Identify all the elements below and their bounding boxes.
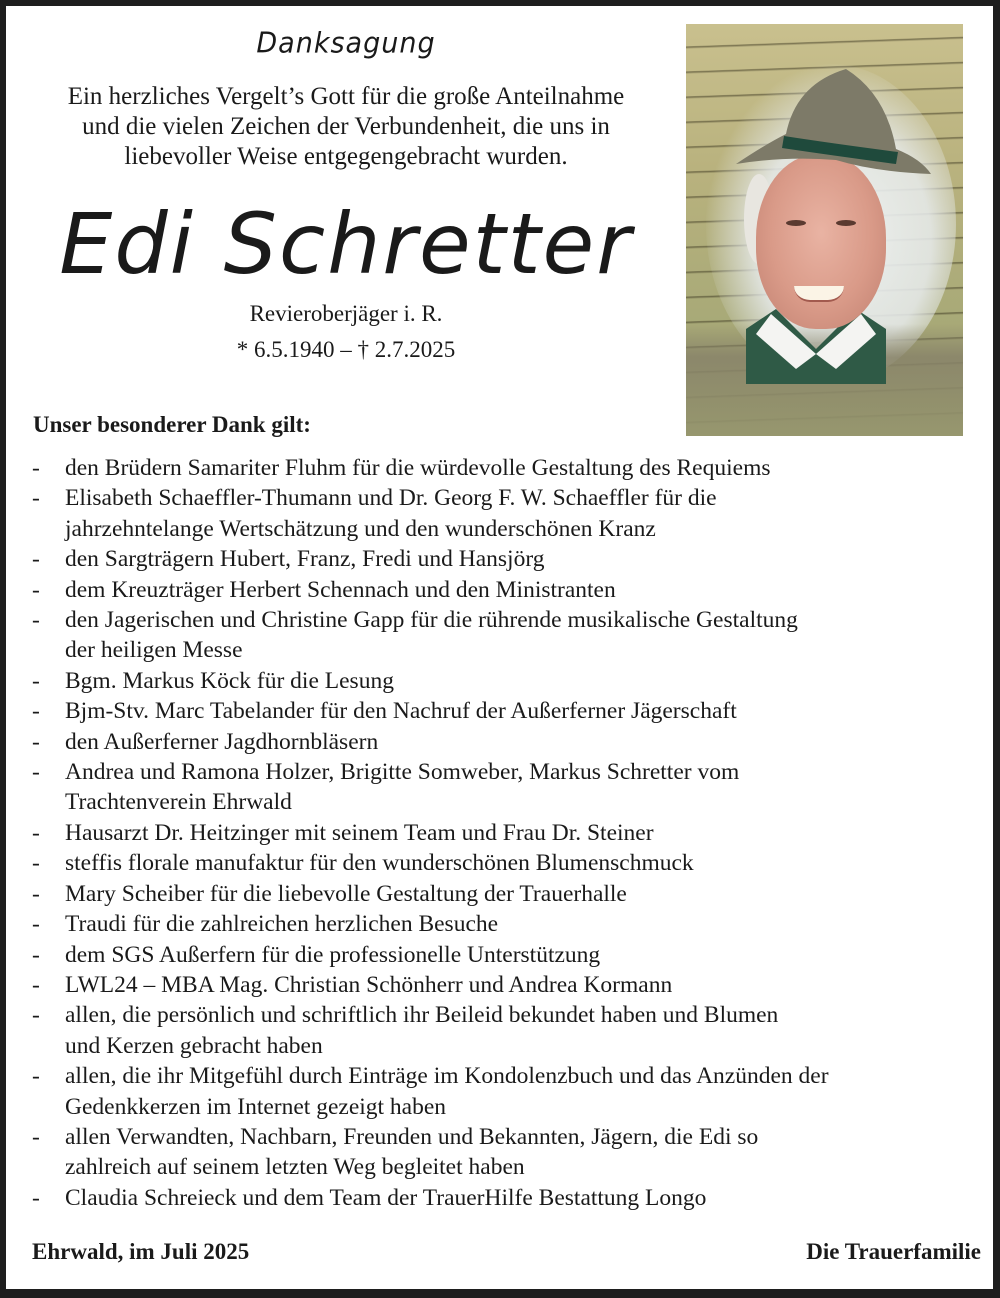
- thanks-item-line: und Kerzen gebracht haben: [65, 1032, 323, 1059]
- thanks-item: [28, 757, 968, 818]
- thanks-item: [28, 453, 968, 483]
- thanks-item: [28, 727, 968, 757]
- bullet-dash: -: [32, 911, 40, 938]
- thanks-item-line: dem SGS Außerfern für die professionelle Unterstützung: [65, 941, 601, 968]
- thanks-item: [28, 848, 968, 878]
- thanks-item-line: Bjm-Stv. Marc Tabelander für den Nachruf der Außerferner Jägerschaft: [65, 698, 737, 725]
- thanks-item-line: den Jagerischen und Christine Gapp für die rührende musikalische Gestaltung: [65, 607, 798, 634]
- thanks-item-line: Hausarzt Dr. Heitzinger mit seinem Team und Frau Dr. Steiner: [65, 819, 654, 846]
- bullet-dash: -: [32, 455, 40, 481]
- thanks-item-line: allen Verwandten, Nachbarn, Freunden und Bekannten, Jägern, die Edi so: [65, 1123, 759, 1150]
- thanks-item-line: Bgm. Markus Köck für die Lesung: [65, 667, 394, 694]
- bullet-dash: -: [32, 667, 40, 694]
- intro-text: [6, 82, 686, 172]
- thanks-item-line: den Brüdern Samariter Fluhm für die würdevolle Gestaltung des Requiems: [65, 455, 771, 481]
- thanks-item: [28, 575, 968, 605]
- bullet-dash: -: [32, 1063, 40, 1090]
- thanks-item-line: den Außerferner Jagdhornbläsern: [65, 728, 379, 755]
- bullet-dash: -: [32, 880, 40, 907]
- thanks-item-line: den Sargträgern Hubert, Franz, Fredi und Hansjörg: [65, 546, 545, 573]
- thanks-item: [28, 970, 968, 1000]
- hunter-hat-graphic: [726, 64, 936, 184]
- intro-line: Ein herzliches Vergelt’s Gott für die große Anteilnahme: [67, 83, 625, 110]
- thanks-item-line: der heiligen Messe: [65, 637, 243, 664]
- thanks-item: [28, 666, 968, 696]
- thanks-item: [28, 544, 968, 574]
- deceased-title: Revieroberjäger i. R.: [249, 301, 443, 326]
- bullet-dash: -: [32, 941, 40, 968]
- bullet-dash: -: [32, 1184, 40, 1211]
- thanks-item-line: allen, die ihr Mitgefühl durch Einträge im Kondolenzbuch und das Anzünden der: [65, 1063, 829, 1090]
- thanks-list: [28, 453, 968, 1213]
- bullet-dash: -: [32, 698, 40, 725]
- place-date: Ehrwald, im Juli 2025: [32, 1239, 250, 1264]
- bullet-dash: -: [32, 850, 40, 877]
- bullet-dash: -: [32, 576, 40, 603]
- thanks-item-line: Andrea und Ramona Holzer, Brigitte Somweber, Markus Schretter vom: [65, 759, 740, 786]
- photo-eye-left: [786, 220, 806, 226]
- thanks-item-line: steffis florale manufaktur für den wunderschönen Blumenschmuck: [65, 850, 694, 877]
- thanks-item: [28, 696, 968, 726]
- heading: Danksagung: [256, 27, 436, 60]
- bullet-dash: -: [32, 759, 40, 786]
- bullet-dash: -: [32, 607, 40, 634]
- intro-line: und die vielen Zeichen der Verbundenheit, die uns in: [82, 113, 610, 140]
- thanks-item: [28, 483, 968, 544]
- thanks-item-line: jahrzehntelange Wertschätzung und den wunderschönen Kranz: [65, 515, 656, 542]
- bullet-dash: -: [32, 971, 40, 998]
- bullet-dash: -: [32, 1002, 40, 1029]
- life-dates: * 6.5.1940 – † 2.7.2025: [236, 337, 456, 362]
- thanks-item: [28, 818, 968, 848]
- bullet-dash: -: [32, 728, 40, 755]
- thanks-item: [28, 1122, 968, 1183]
- thanks-item-line: zahlreich auf seinem letzten Weg begleitet haben: [65, 1154, 525, 1181]
- thanks-item-line: allen, die persönlich und schriftlich ihr Beileid bekundet haben und Blumen: [65, 1002, 779, 1029]
- thanks-item: [28, 1061, 968, 1122]
- thanks-item: [28, 909, 968, 939]
- obituary-card: [6, 6, 993, 1289]
- deceased-name: Edi Schretter: [59, 195, 633, 293]
- thanks-item-line: Elisabeth Schaeffler-Thumann und Dr. Georg F. W. Schaeffler für die: [65, 485, 717, 512]
- bullet-dash: -: [32, 485, 40, 512]
- thanks-item-line: Gedenkkerzen im Internet gezeigt haben: [65, 1093, 447, 1120]
- signature: Die Trauerfamilie: [806, 1239, 981, 1264]
- thanks-item-line: Claudia Schreieck und dem Team der TrauerHilfe Bestattung Longo: [65, 1184, 707, 1211]
- thanks-item-line: Trachtenverein Ehrwald: [65, 789, 292, 816]
- thanks-item: [28, 1000, 968, 1061]
- thanks-item: [28, 1183, 968, 1213]
- thanks-title: Unser besonderer Dank gilt:: [33, 412, 311, 437]
- thanks-item-line: Traudi für die zahlreichen herzlichen Besuche: [65, 911, 499, 938]
- thanks-item-line: dem Kreuzträger Herbert Schennach und den Ministranten: [65, 576, 616, 603]
- portrait-photo: [686, 24, 963, 436]
- thanks-item-line: LWL24 – MBA Mag. Christian Schönherr und Andrea Kormann: [65, 971, 673, 998]
- thanks-item-line: Mary Scheiber für die liebevolle Gestaltung der Trauerhalle: [65, 880, 627, 907]
- intro-line: liebevoller Weise entgegengebracht wurden.: [124, 143, 568, 170]
- bullet-dash: -: [32, 1123, 40, 1150]
- bullet-dash: -: [32, 819, 40, 846]
- bullet-dash: -: [32, 546, 40, 573]
- thanks-item: [28, 940, 968, 970]
- thanks-item: [28, 605, 968, 666]
- photo-eye-right: [836, 220, 856, 226]
- thanks-item: [28, 879, 968, 909]
